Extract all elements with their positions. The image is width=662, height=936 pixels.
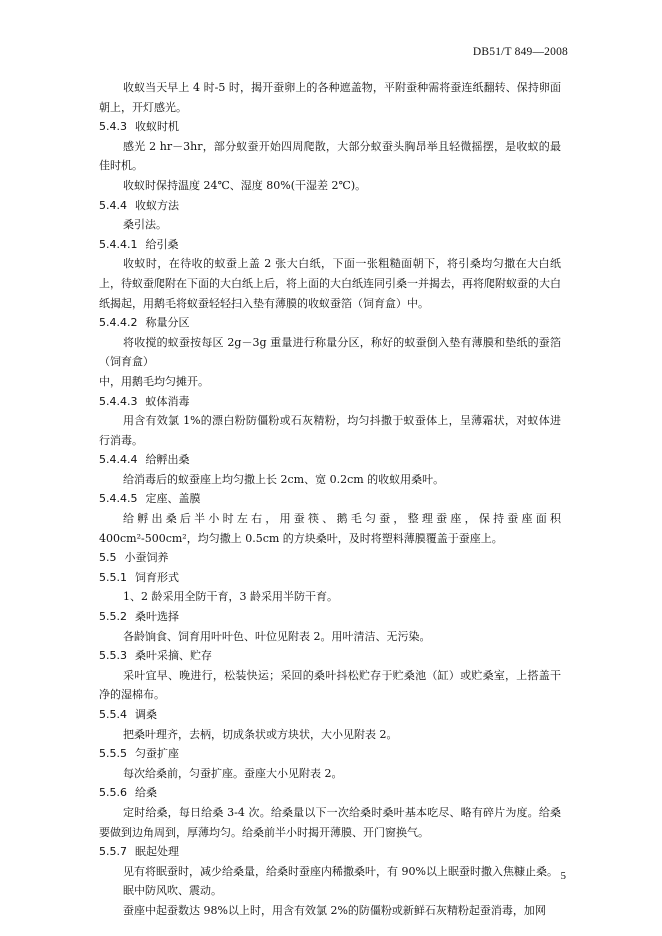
section-title: 收蚁方法 [135,198,179,212]
paragraph: 桑引法。 [123,218,167,232]
section-number: 5.5.3 [99,649,127,663]
section-number: 5.4.4.1 [99,237,138,251]
section-title: 收蚁时机 [135,120,179,134]
paragraph: 蚕座中起蚕数达 98%以上时，用含有效氯 2%的防僵粉或新鲜石灰精粉起蚕消毒，加网 [123,903,546,917]
paragraph: 中，用鹅毛均匀摊开。 [99,374,209,388]
section-heading [99,235,561,255]
section-number: 5.4.4 [99,198,127,212]
paragraph: 各龄饷食、饲育用叶叶色、叶位见附表 2。用叶清洁、无污染。 [123,629,431,643]
section-title: 小蚕饲养 [124,551,169,565]
paragraph: 用含有效氯 1%的漂白粉防僵粉或石灰精粉，均匀抖撒于蚁蚕体上，呈薄霜状，对蚁体进行消毒。 [99,414,561,447]
section-heading [99,196,561,216]
section-title: 眠起处理 [135,845,179,859]
section-title: 给桑 [135,786,157,800]
page-number: 5 [560,870,566,882]
section-title: 称量分区 [145,316,190,330]
section-heading [99,392,561,412]
section-number: 5.4.4.4 [99,453,138,467]
section-title: 饲育形式 [135,570,179,584]
paragraph: 将收搅的蚁蚕按每区 2g－3g 重量进行称量分区，称好的蚁蚕倒入垫有薄膜和垫纸的蚕箔（饲育盒） [99,335,561,369]
section-number: 5.5.1 [99,570,127,584]
section-title: 定座、盖膜 [145,492,201,506]
section-heading [99,450,561,470]
paragraph: 定时给桑，每日给桑 3-4 次。给桑量以下一次给桑时桑叶基本吃尽、略有碎片为度。给桑要做到边角周到，厚薄均匀。给桑前半小时揭开薄膜、开门窗换气。 [99,805,561,839]
section-heading [99,117,561,137]
section-number: 5.4.4.5 [99,492,138,506]
section-number: 5.5.6 [99,786,127,800]
section-number: 5.4.3 [99,120,127,134]
paragraph: 把桑叶理齐，去柄，切成条状或方块状，大小见附表 2。 [123,727,398,741]
section-number: 5.4.4.2 [99,316,138,330]
paragraph: 收蚁时，在待收的蚁蚕上盖 2 张大白纸，下面一张粗糙面朝下，将引桑均匀撒在大白纸上，待蚁蚕爬附在下面的大白纸上后，将上面的大白纸连同引桑一并揭去，再将爬附蚁蚕的大白纸揭起，用鹅毛将蚁蚕轻轻扫入垫有薄膜的收蚁蚕箔（饲育盒）中。 [99,257,561,310]
section-number: 5.5.4 [99,708,127,721]
section-title: 桑叶采摘、贮存 [135,649,212,663]
section-heading [99,842,561,862]
section-title: 给孵出桑 [145,453,190,467]
section-heading [99,783,561,803]
section-number: 5.5 [99,551,117,565]
section-number: 5.4.4.3 [99,394,138,408]
paragraph: 给消毒后的蚁蚕座上均匀撒上长 2cm、宽 0.2cm 的收蚁用桑叶。 [123,472,445,486]
section-title: 给引桑 [145,237,179,251]
section-number: 5.5.2 [99,610,127,624]
section-heading [99,313,561,333]
document-code: DB51/T 849—2008 [472,46,568,58]
section-number: 5.5.5 [99,747,127,761]
section-title: 桑叶选择 [135,610,179,624]
document-body [99,78,561,921]
paragraph: 1、2 龄采用全防干育，3 龄采用半防干育。 [123,590,338,604]
section-heading [99,489,561,509]
paragraph: 收蚁当天早上 4 时-5 时，揭开蚕卵上的各种遮盖物，平附蚕种需将蚕连纸翻转、保持卵面朝上，开灯感光。 [99,81,561,114]
section-title: 调桑 [135,708,157,721]
paragraph: 感光 2 hr－3hr，部分蚁蚕开始四周爬散，大部分蚁蚕头胸昂举且轻微摇摆，是收蚁的最佳时机。 [99,139,561,173]
section-number: 5.5.7 [99,845,127,859]
paragraph: 收蚁时保持温度 24℃、湿度 80%(干湿差 2℃)。 [123,178,367,192]
paragraph: 眠中防风吹、震动。 [123,884,222,898]
paragraph: 见有将眠蚕时，减少给桑量，给桑时蚕座内稀撒桑叶，有 90%以上眠蚕时撒入焦糠止桑。 [123,864,558,878]
section-heading [99,548,561,568]
section-heading [99,705,561,725]
section-title: 匀蚕扩座 [135,747,179,761]
section-heading [99,607,561,627]
paragraph: 给孵出桑后半小时左右，用蚕筷、鹅毛匀蚕，整理蚕座，保持蚕座面积 400cm²-500cm²，均匀撒上 0.5cm 的方块桑叶，及时将塑料薄膜覆盖于蚕座上。 [99,512,561,545]
paragraph: 采叶宜早、晚进行，松装快运；采回的桑叶抖松贮存于贮桑池（缸）或贮桑室，上搭盖干净的湿棉布。 [99,668,561,702]
section-title: 蚁体消毒 [145,394,190,408]
section-heading [99,568,561,588]
section-heading [99,646,561,666]
section-heading [99,744,561,764]
paragraph: 每次给桑前，匀蚕扩座。蚕座大小见附表 2。 [123,766,343,780]
